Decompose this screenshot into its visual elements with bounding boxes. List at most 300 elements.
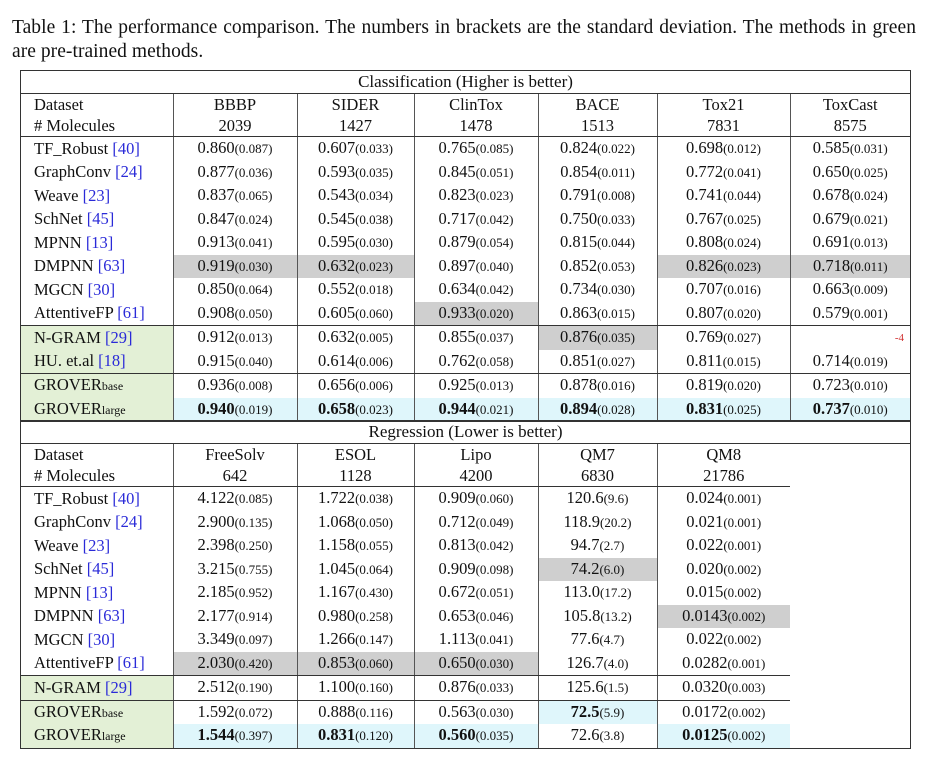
metric-cell [538,676,657,701]
metric-mean: 0.808 [685,232,724,251]
table-row [21,724,790,748]
metric-cell [414,231,538,255]
metric-std: (0.009) [849,282,888,297]
metric-std: (0.030) [597,282,636,297]
method-subscript: large [101,402,126,417]
metric-cell [790,184,910,208]
method-name [21,700,173,724]
metric-mean: 120.6 [566,488,604,507]
metric-cell [414,487,538,511]
metric-mean: 0.691 [812,232,850,251]
table-row [21,700,790,724]
metric-mean: 0.021 [686,511,724,531]
metric-cell [414,350,538,374]
metric-mean: 0.698 [685,138,724,157]
molecule-count: 1427 [297,115,414,137]
metric-mean: 0.831 [317,725,356,744]
metric-std: (0.135) [234,514,273,530]
metric-cell [414,700,538,724]
table-row [21,581,790,605]
metric-std: (0.030) [475,704,514,720]
metric-mean: 0.847 [197,208,235,228]
metric-cell [790,350,910,374]
citation-link[interactable]: [30] [87,279,116,299]
metric-mean: 118.9 [563,511,601,531]
metric-std: (0.001) [723,491,762,506]
metric-std: (0.033) [597,211,636,227]
metric-mean: 0.852 [559,255,598,275]
metric-std: (5.9) [599,704,625,720]
metric-cell [297,302,414,326]
metric-cell [790,326,910,350]
metric-std: (0.755) [234,561,273,577]
table-row [21,398,910,422]
metric-mean: 0.560 [438,725,476,744]
metric-mean: 4.122 [197,488,235,507]
metric-std: (0.027) [597,353,636,369]
metric-mean: 0.824 [559,138,598,157]
metric-std: (0.024) [849,188,888,203]
metric-mean: 72.6 [570,725,600,744]
metric-std: (0.001) [723,514,762,530]
metric-mean: 0.679 [812,208,850,228]
method-label: TF_Robust [34,488,109,508]
metric-mean: 0.585 [812,138,850,157]
metric-cell [538,326,657,350]
metric-std: (0.001) [727,655,766,671]
metric-std: (0.002) [723,561,762,577]
metric-std: (0.015) [597,305,636,321]
dataset-name: ClinTox [414,94,538,115]
regression-table [20,420,911,749]
metric-mean: 0.0282 [682,652,728,672]
metric-mean: 0.877 [197,161,235,181]
header-molecules-label: # Molecules [21,465,173,487]
metric-mean: 0.750 [559,208,598,228]
metric-std: (0.064) [355,561,394,577]
metric-mean: 1.100 [317,677,356,696]
metric-mean: 0.563 [438,701,476,721]
metric-std: (0.036) [234,164,273,180]
method-label: GROVER [34,398,102,418]
metric-cell [414,374,538,398]
citation-link[interactable]: [13] [85,582,114,602]
metric-std: (0.010) [849,401,888,417]
metric-cell [297,558,414,582]
molecule-count: 6830 [538,465,657,487]
metric-std: (2.7) [599,538,625,553]
metric-std: (0.020) [475,305,514,321]
metric-mean: 0.909 [438,558,476,578]
method-label: GraphConv [34,162,111,181]
metric-cell [414,724,538,748]
metric-cell [657,581,790,605]
metric-std: (0.040) [234,353,273,369]
metric-std: (0.023) [355,401,394,417]
metric-mean: 2.177 [197,605,235,625]
citation-link[interactable]: [30] [87,629,116,649]
method-name [21,161,173,185]
metric-cell [657,700,790,724]
metric-std: (0.020) [723,378,762,393]
metric-mean: 0.015 [686,582,724,601]
metric-cell [414,326,538,350]
citation-link[interactable]: [18] [98,351,126,370]
metric-mean: 0.607 [317,138,356,157]
metric-cell [790,278,910,302]
metric-cell [173,558,297,582]
metric-mean: 0.0125 [682,725,728,744]
dataset-name: BACE [538,94,657,115]
metric-std: (0.020) [723,305,762,321]
method-name [21,581,173,605]
metric-std: (0.040) [475,258,514,274]
metric-mean: 0.714 [812,350,850,370]
dataset-name: ESOL [297,444,414,465]
table-row [21,161,910,185]
metric-mean: 0.845 [438,161,476,181]
metric-mean: 0.020 [686,558,724,578]
metric-mean: 0.734 [559,279,598,298]
metric-cell [538,511,657,535]
table-row [21,558,790,582]
metric-mean: 0.811 [686,350,723,370]
method-label: MGCN [34,279,84,299]
metric-cell [414,255,538,279]
metric-mean: 0.807 [685,302,724,322]
metric-cell [657,350,790,374]
metric-std: (0.085) [234,491,273,506]
citation-link[interactable]: [63] [97,606,126,625]
metric-cell [790,255,910,279]
metric-std: (0.002) [723,585,762,600]
citation-link[interactable]: [63] [97,256,126,275]
metric-mean: 0.656 [317,375,356,394]
metric-mean: 0.897 [438,255,476,275]
metric-cell [657,487,790,511]
metric-cell [538,398,657,422]
metric-std: (0.147) [355,632,394,647]
metric-mean: 0.894 [559,398,598,418]
metric-std: (0.258) [355,608,394,624]
metric-cell [538,652,657,676]
metric-cell [790,231,910,255]
metric-mean: 0.024 [686,488,724,507]
metric-std: (0.250) [234,538,273,553]
method-name [21,350,173,374]
citation-link[interactable]: [29] [105,327,133,347]
metric-mean: 77.6 [570,629,600,648]
citation-link[interactable]: [40] [112,488,140,508]
citation-link[interactable]: [40] [112,138,140,158]
metric-cell [173,724,297,748]
citation-link[interactable]: [24] [115,162,143,181]
citation-link[interactable]: [23] [82,185,111,205]
metric-cell [538,724,657,748]
metric-mean: 1.266 [317,629,356,648]
metric-mean: 0.737 [812,398,850,418]
metric-mean: 1.544 [197,725,235,744]
method-label: MPNN [34,582,82,602]
metric-std: (4.0) [603,655,629,671]
metric-mean: 0.545 [317,208,356,228]
citation-link[interactable]: [45] [86,209,115,228]
metric-mean: 0.772 [685,161,724,181]
metric-mean: 0.605 [317,302,356,322]
metric-std: (0.033) [475,680,514,695]
metric-mean: 105.8 [563,605,601,625]
metric-cell [657,255,790,279]
metric-std: (0.065) [234,188,273,203]
metric-cell [657,724,790,748]
method-label: MGCN [34,629,84,649]
metric-mean: 0.650 [438,652,476,672]
metric-mean: 0.860 [197,138,235,157]
metric-std: (0.033) [355,141,394,156]
metric-cell [297,398,414,422]
metric-cell [657,534,790,558]
metric-std: (0.054) [475,235,514,250]
citation-link[interactable]: [23] [82,535,111,555]
method-label: GROVER [34,375,102,394]
metric-std: (0.025) [723,211,762,227]
metric-mean: 0.769 [685,327,724,346]
metric-mean: 0.762 [438,350,476,370]
metric-std: (0.015) [722,353,761,369]
metric-mean: 0.853 [317,652,356,672]
citation-link[interactable]: [45] [86,559,115,578]
metric-std: (0.042) [475,282,514,297]
metric-mean: 1.045 [317,558,356,578]
metric-cell [657,184,790,208]
metric-cell [173,534,297,558]
metric-mean: 0.909 [438,488,476,507]
metric-std: (0.044) [723,188,762,203]
metric-std: (0.011) [597,164,635,180]
metric-mean: 0.614 [317,350,356,370]
method-name [21,652,173,676]
metric-mean: 0.815 [559,232,598,251]
metric-cell [173,487,297,511]
metric-cell [297,487,414,511]
metric-std: (0.160) [355,680,394,695]
metric-cell [538,487,657,511]
metric-std: (0.021) [475,401,514,417]
metric-cell [297,581,414,605]
table-row [21,534,790,558]
metric-mean: 0.851 [559,350,598,370]
metric-mean: 2.185 [197,582,235,601]
method-label: GROVER [34,725,102,744]
metric-mean: 1.068 [317,511,356,531]
metric-cell [414,161,538,185]
method-label: SchNet [34,559,83,578]
metric-std: (4.7) [599,632,625,647]
metric-cell [297,724,414,748]
metric-cell [297,350,414,374]
method-name [21,208,173,232]
metric-cell [173,700,297,724]
metric-std: (0.098) [475,561,514,577]
metric-mean: 1.167 [317,582,356,601]
method-subscript: base [101,379,124,393]
metric-cell [297,255,414,279]
molecule-count: 7831 [657,115,790,137]
metric-mean: 2.512 [197,677,235,696]
method-name [21,398,173,422]
metric-std: (0.035) [355,164,394,180]
metric-std: (0.041) [475,632,514,647]
metric-cell [173,652,297,676]
classification-title: Classification (Higher is better) [21,71,910,94]
metric-std: (0.022) [597,141,636,156]
metric-cell [297,161,414,185]
metric-mean: 0.595 [317,232,356,251]
metric-cell [414,398,538,422]
metric-mean: 1.722 [317,488,356,507]
metric-cell [657,398,790,422]
table-row [21,326,910,350]
dataset-name: QM7 [538,444,657,465]
metric-std: (0.038) [355,491,394,506]
method-name [21,278,173,302]
metric-std: (0.016) [723,282,762,297]
metric-cell [173,255,297,279]
molecule-count: 4200 [414,465,538,487]
metric-std: (0.002) [727,608,766,624]
metric-cell [657,652,790,676]
method-label: DMPNN [34,606,94,625]
table-row [21,605,790,629]
method-label: GROVER [34,701,102,721]
method-label: Weave [34,535,79,555]
metric-mean: 0.888 [318,701,356,721]
metric-cell [173,605,297,629]
metric-mean: 0.0320 [682,677,728,696]
header-molecules-label: # Molecules [21,115,173,137]
metric-mean: 0.940 [197,398,235,418]
metric-mean: 74.2 [570,558,600,578]
metric-mean: 0.879 [438,232,476,251]
metric-cell [414,137,538,161]
metric-mean: 0.653 [438,605,476,625]
metric-std: (0.023) [475,188,514,203]
metric-mean: 0.933 [438,302,476,322]
metric-mean: 0.919 [197,255,235,275]
metric-cell [657,558,790,582]
metric-mean: 0.876 [559,327,598,346]
citation-link[interactable]: [61] [117,303,145,322]
molecule-count: 1513 [538,115,657,137]
dataset-name: QM8 [657,444,790,465]
metric-mean: 0.712 [438,511,476,531]
metric-cell [414,511,538,535]
metric-mean: 0.854 [560,161,598,181]
metric-mean: 0.878 [559,375,598,394]
metric-std: (0.030) [355,235,394,250]
metric-cell [657,628,790,652]
metric-mean: 0.915 [197,350,235,370]
metric-mean: 0.913 [197,232,235,251]
method-name [21,255,173,279]
metric-std: (0.430) [355,585,394,600]
metric-mean: 1.158 [317,535,356,554]
metric-mean: 0.741 [685,185,724,204]
table-row [21,137,910,161]
metric-std: (0.012) [723,141,762,156]
metric-mean: 0.718 [812,255,851,275]
citation-link[interactable]: [13] [85,232,114,252]
metric-std: (0.016) [597,378,636,393]
metric-std: (0.051) [475,164,514,180]
metric-cell [297,652,414,676]
metric-cell [657,374,790,398]
table-caption: Table 1: The performance comparison. The numbers in brackets are the standard deviation. The methods in green are pre-trained methods. [12,17,916,62]
metric-std: (0.013) [234,330,273,345]
metric-mean: 3.349 [197,629,235,648]
metric-std: (0.002) [727,728,766,743]
metric-std: (0.085) [475,141,514,156]
metric-cell [790,398,910,422]
method-subscript: large [101,729,126,743]
metric-mean: 0.663 [812,279,850,298]
metric-mean: 0.855 [438,327,476,346]
metric-cell [538,374,657,398]
header-dataset-label: Dataset [34,95,84,114]
metric-std: (0.041) [723,164,762,180]
metric-cell [657,676,790,701]
metric-cell [538,302,657,326]
table-row [21,374,910,398]
metric-cell [173,628,297,652]
metric-mean: 113.0 [563,582,601,601]
metric-mean: 2.900 [197,511,235,531]
metric-std: (0.064) [234,282,273,297]
citation-link[interactable]: [29] [105,677,133,697]
table-row [21,350,910,374]
molecule-count: 8575 [790,115,910,137]
metric-mean: 0.632 [317,255,356,275]
metric-cell [657,278,790,302]
metric-cell [297,628,414,652]
metric-mean: 0.022 [686,535,724,554]
metric-mean: 0.912 [197,327,235,346]
metric-mean: 0.717 [438,208,476,228]
metric-std: (9.6) [603,491,629,506]
metric-std: (0.027) [723,330,762,345]
citation-link[interactable]: [24] [115,512,143,531]
metric-std: (0.003) [727,680,766,695]
metric-cell [538,208,657,232]
metric-cell [297,700,414,724]
metric-cell [297,184,414,208]
metric-cell [657,231,790,255]
method-name [21,534,173,558]
metric-std: (0.034) [355,188,394,203]
metric-std: (0.035) [475,728,514,743]
metric-mean: 2.398 [197,535,235,554]
metric-std: (0.060) [475,491,514,506]
metric-mean: 72.5 [570,701,600,721]
metric-cell [173,511,297,535]
metric-mean: 0.944 [438,398,476,418]
method-name [21,326,173,350]
citation-link[interactable]: [61] [117,653,145,672]
metric-cell [173,278,297,302]
metric-std: (0.008) [234,378,273,393]
metric-mean: 0.0172 [682,701,728,721]
metric-cell [657,208,790,232]
